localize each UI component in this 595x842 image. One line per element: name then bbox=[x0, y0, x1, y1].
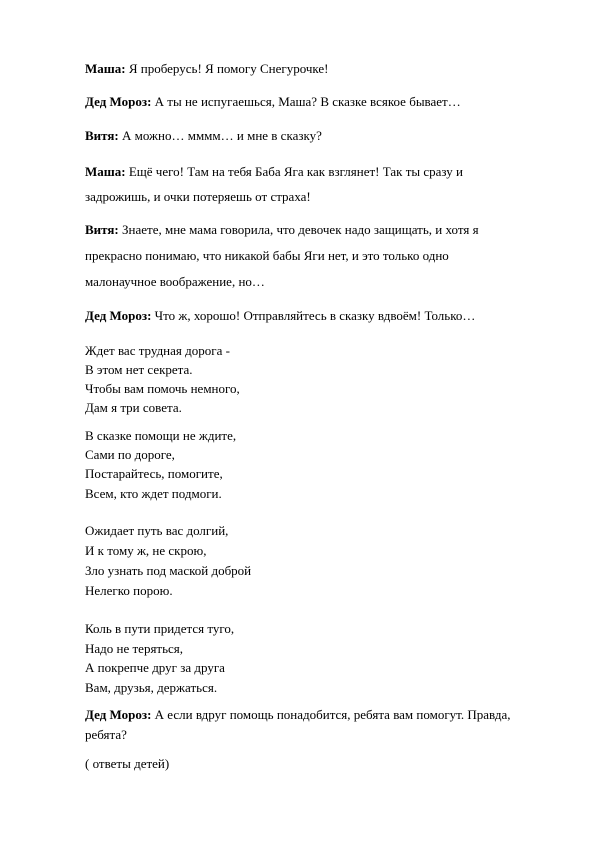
line-16 bbox=[85, 466, 223, 481]
speaker-label: Витя: bbox=[85, 128, 119, 143]
line-7 bbox=[85, 248, 449, 263]
line-11 bbox=[85, 362, 193, 377]
line-28 bbox=[85, 756, 169, 771]
line-text: Что ж, хорошо! Отправляйтесь в сказку вдвоём! Только… bbox=[151, 308, 476, 323]
line-text: А можно… мммм… и мне в сказку? bbox=[118, 128, 322, 143]
line-6 bbox=[85, 222, 479, 237]
speaker-label: Дед Мороз: bbox=[85, 707, 152, 722]
line-2 bbox=[85, 94, 461, 109]
line-text: задрожишь, и очки потеряешь от страха! bbox=[85, 189, 311, 204]
line-22 bbox=[85, 621, 234, 636]
line-text: ( ответы детей) bbox=[85, 756, 170, 771]
line-text: И к тому ж, не скрою, bbox=[85, 543, 207, 558]
speaker-label: Маша: bbox=[85, 61, 126, 76]
line-text: Вам, друзья, держаться. bbox=[85, 680, 218, 695]
line-text: малонаучное воображение, но… bbox=[85, 274, 265, 289]
line-text: Я проберусь! Я помогу Снегурочке! bbox=[125, 61, 329, 76]
line-20 bbox=[85, 563, 251, 578]
line-text: Дам я три совета. bbox=[85, 400, 182, 415]
line-3 bbox=[85, 128, 322, 143]
line-text: А если вдруг помощь понадобится, ребята вам помогут. Правда, bbox=[151, 707, 511, 722]
line-text: Знаете, мне мама говорила, что девочек надо защищать, и хотя я bbox=[118, 222, 479, 237]
line-9 bbox=[85, 308, 475, 323]
line-text: Чтобы вам помочь немного, bbox=[85, 381, 240, 396]
speaker-label: Дед Мороз: bbox=[85, 94, 152, 109]
line-text: А покрепче друг за друга bbox=[85, 660, 225, 675]
line-5 bbox=[85, 189, 311, 204]
line-text: Нелегко порою. bbox=[85, 583, 173, 598]
line-17 bbox=[85, 486, 222, 501]
line-15 bbox=[85, 447, 175, 462]
line-text: Сами по дороге, bbox=[85, 447, 175, 462]
line-10 bbox=[85, 343, 230, 358]
line-18 bbox=[85, 523, 228, 538]
line-text: Всем, кто ждет подмоги. bbox=[85, 486, 222, 501]
line-25 bbox=[85, 680, 217, 695]
speaker-label: Маша: bbox=[85, 164, 126, 179]
speaker-label: Витя: bbox=[85, 222, 119, 237]
line-text: ребята? bbox=[85, 727, 127, 742]
line-4 bbox=[85, 164, 463, 179]
line-text: Постарайтесь, помогите, bbox=[85, 466, 223, 481]
line-text: Коль в пути придется туго, bbox=[85, 621, 235, 636]
speaker-label: Дед Мороз: bbox=[85, 308, 152, 323]
line-text: Ждет вас трудная дорога - bbox=[85, 343, 230, 358]
line-19 bbox=[85, 543, 206, 558]
line-26 bbox=[85, 707, 510, 722]
line-text: В сказке помощи не ждите, bbox=[85, 428, 237, 443]
line-8 bbox=[85, 274, 265, 289]
line-23 bbox=[85, 641, 183, 656]
line-text: В этом нет секрета. bbox=[85, 362, 193, 377]
line-14 bbox=[85, 428, 236, 443]
line-text: Ещё чего! Там на тебя Баба Яга как взглянет! Так ты сразу и bbox=[125, 164, 463, 179]
line-27 bbox=[85, 727, 127, 742]
line-text: А ты не испугаешься, Маша? В сказке всякое бывает… bbox=[151, 94, 461, 109]
line-21 bbox=[85, 583, 173, 598]
line-12 bbox=[85, 381, 240, 396]
line-text: Зло узнать под маской доброй bbox=[85, 563, 252, 578]
line-text: прекрасно понимаю, что никакой бабы Яги нет, и это только одно bbox=[85, 248, 449, 263]
line-13 bbox=[85, 400, 182, 415]
line-24 bbox=[85, 660, 225, 675]
line-text: Ожидает путь вас долгий, bbox=[85, 523, 229, 538]
line-1 bbox=[85, 61, 329, 76]
line-text: Надо не теряться, bbox=[85, 641, 184, 656]
